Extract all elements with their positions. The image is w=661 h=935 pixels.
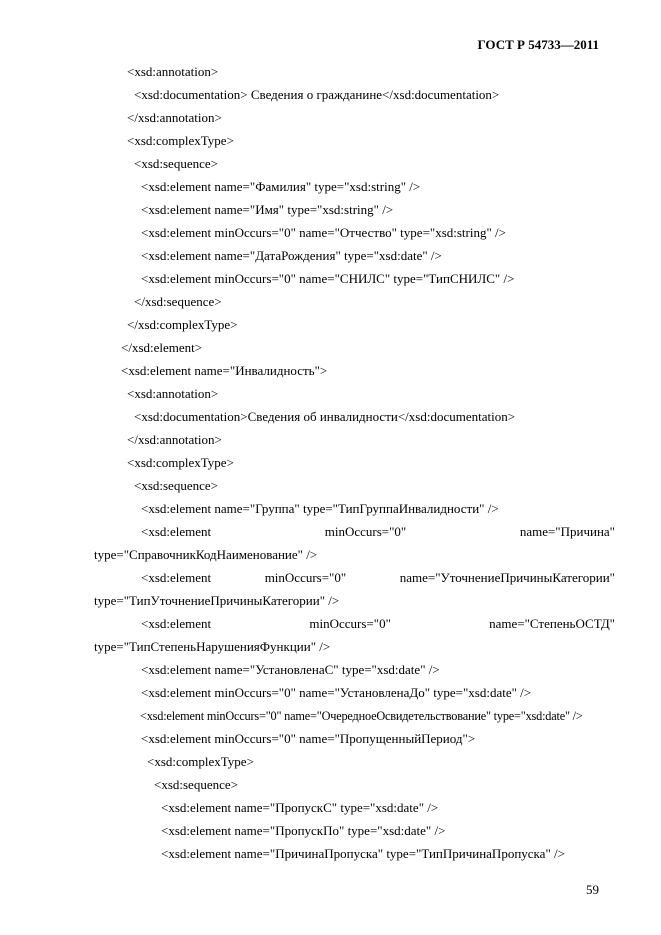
code-line: <xsd:complexType> (147, 754, 254, 769)
page-number: 59 (586, 882, 599, 897)
code-line: <xsd:element name="Фамилия" type="xsd:string" /> (141, 179, 421, 194)
code-line: </xsd:complexType> (127, 317, 238, 332)
code-line: <xsd:element minOccurs="0" name="ОчередноеОсвидетельствование" type="xsd:date" /> (140, 709, 583, 723)
code-line: <xsd:sequence> (154, 777, 238, 792)
code-line: <xsd:element name="ПропускС" type="xsd:date" /> (161, 800, 439, 815)
code-line: <xsd:element name="ДатаРождения" type="xsd:date" /> (141, 248, 442, 263)
code-line: <xsd:annotation> (127, 386, 219, 401)
code-line: <xsd:element name="Имя" type="xsd:string" /> (141, 202, 394, 217)
document-header: ГОСТ Р 54733—2011 (477, 37, 599, 52)
code-line: <xsd:element name="Инвалидность"> (121, 363, 328, 378)
code-line: <xsd:complexType> (127, 133, 234, 148)
code-line: <xsd:sequence> (134, 478, 218, 493)
code-line: <xsd:documentation>Сведения об инвалидности</xsd:documentation> (134, 409, 516, 424)
code-line: <xsd:element minOccurs="0" name="ПропущенныйПериод"> (141, 731, 476, 746)
code-fragment: <xsd:element (141, 524, 212, 539)
code-line: </xsd:element> (121, 340, 203, 355)
code-fragment: <xsd:element (141, 570, 212, 585)
justified-line (141, 616, 615, 632)
code-line: </xsd:annotation> (127, 110, 222, 125)
code-line: <xsd:annotation> (127, 64, 219, 79)
code-fragment: <xsd:element (141, 616, 212, 631)
code-line: <xsd:element name="УстановленаС" type="xsd:date" /> (141, 662, 440, 677)
code-fragment: minOccurs="0" (264, 570, 347, 585)
code-line: <xsd:element minOccurs="0" name="Отчество" type="xsd:string" /> (141, 225, 506, 240)
code-line: <xsd:element name="ПропускПо" type="xsd:date" /> (161, 823, 446, 838)
code-line: <xsd:element minOccurs="0" name="УстановленаДо" type="xsd:date" /> (141, 685, 532, 700)
code-line: type="ТипУточнениеПричиныКатегории" /> (94, 593, 340, 608)
code-line: type="ТипСтепеньНарушенияФункции" /> (94, 639, 331, 654)
code-line: <xsd:element name="Группа" type="ТипГруппаИнвалидности" /> (141, 501, 499, 516)
code-fragment: name="УточнениеПричиныКатегории" (399, 570, 615, 585)
code-fragment: name="Причина" (519, 524, 615, 539)
code-line: </xsd:annotation> (127, 432, 222, 447)
code-line: <xsd:element name="ПричинаПропуска" type="ТипПричинаПропуска" /> (161, 846, 565, 861)
justified-line (141, 570, 615, 586)
code-line: <xsd:documentation> Сведения о гражданине</xsd:documentation> (134, 87, 500, 102)
code-line: type="СправочникКодНаименование" /> (94, 547, 318, 562)
code-line: <xsd:sequence> (134, 156, 218, 171)
justified-line (141, 524, 615, 540)
code-line: <xsd:element minOccurs="0" name="СНИЛС" type="ТипСНИЛС" /> (141, 271, 515, 286)
code-fragment: minOccurs="0" (324, 524, 407, 539)
code-line: </xsd:sequence> (134, 294, 222, 309)
code-fragment: minOccurs="0" (309, 616, 391, 631)
code-fragment: name="СтепеньОСТД" (489, 616, 615, 631)
code-line: <xsd:complexType> (127, 455, 234, 470)
